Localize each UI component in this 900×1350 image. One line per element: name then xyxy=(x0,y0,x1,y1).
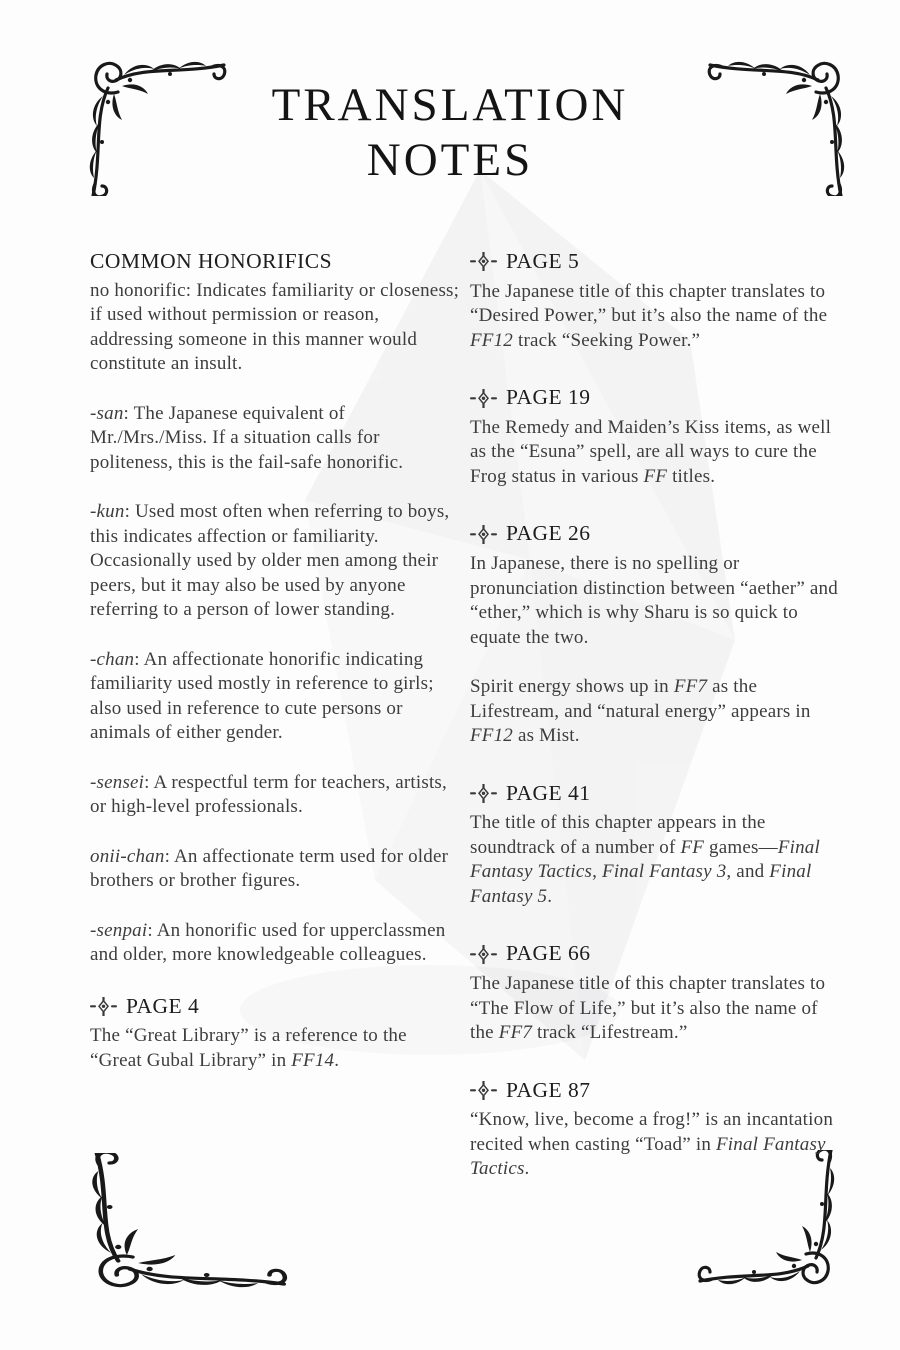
text-segment: FF14 xyxy=(291,1049,335,1071)
text-segment: Spirit energy shows up in xyxy=(470,676,674,698)
page-heading xyxy=(470,1077,842,1105)
text-segment: games— xyxy=(704,836,778,858)
text-segment: FF7 xyxy=(673,676,708,698)
text-segment: The “Great Library” is a reference to the “Great Gubal Library” in xyxy=(90,1025,407,1071)
page-note-section xyxy=(470,1077,842,1182)
paragraph xyxy=(470,416,842,490)
text-segment: Final Fantasy 5 xyxy=(470,861,812,907)
text-segment: “Know, live, become a frog!” is an incantation recited when casting “Toad” in xyxy=(470,1109,834,1155)
text-segment: -senpai xyxy=(90,919,148,941)
text-segment: track “Lifestream.” xyxy=(532,1022,688,1044)
text-segment: . xyxy=(524,1158,530,1180)
page-marker-icon xyxy=(470,945,497,964)
page-heading xyxy=(470,520,842,548)
page-marker-icon xyxy=(470,525,497,544)
text-segment: Final Fantasy Tactics xyxy=(470,836,820,883)
paragraph xyxy=(90,648,462,746)
page-heading xyxy=(470,780,842,808)
text-segment: : An affectionate honorific indicating familiarity used mostly in reference to girls; also used in reference to cute persons or animals of either gender. xyxy=(90,648,434,744)
paragraph xyxy=(470,972,842,1046)
paragraph xyxy=(90,845,462,894)
paragraph xyxy=(90,500,462,623)
page-heading-label: PAGE 66 xyxy=(506,941,591,966)
page-note-section xyxy=(470,248,842,353)
page-heading xyxy=(90,993,462,1021)
paragraph xyxy=(470,675,842,749)
text-segment: In Japanese, there is no spelling or pronunciation distinction between “aether” and “ether,” which is why Sharu is so quick to equate the two. xyxy=(470,553,838,648)
text-segment: FF xyxy=(643,465,668,487)
page-title-line1: TRANSLATION xyxy=(271,79,629,131)
page-heading xyxy=(470,248,842,276)
page-heading-label: PAGE 87 xyxy=(506,1077,591,1102)
text-segment: Final Fantasy 3 xyxy=(602,861,727,883)
paragraph xyxy=(470,552,842,650)
text-segment: FF12 xyxy=(470,725,514,747)
text-segment: FF12 xyxy=(470,329,514,351)
text-segment: -kun xyxy=(90,501,125,523)
paragraph xyxy=(90,402,462,476)
page-marker-icon xyxy=(470,389,497,408)
honorifics-heading: COMMON HONORIFICS xyxy=(90,249,333,273)
paragraph xyxy=(90,771,462,820)
page-note-section xyxy=(90,993,462,1074)
text-segment: : An affectionate term used for older brothers or brother figures. xyxy=(90,845,449,892)
text-segment: -sensei xyxy=(90,771,145,793)
page-note-section xyxy=(470,780,842,910)
text-segment: -san xyxy=(90,402,124,424)
text-segment: as Mist. xyxy=(513,725,580,747)
text-segment: onii-chan xyxy=(90,845,165,867)
page-marker-icon xyxy=(470,1081,497,1100)
paragraph xyxy=(90,279,462,377)
text-segment: no honorific: Indicates familiarity or closeness; if used without permission or reason, addressing someone in this manner would constitute an insult. xyxy=(90,279,460,375)
page-marker-icon xyxy=(90,997,117,1016)
page-heading-label: PAGE 4 xyxy=(126,993,200,1018)
text-segment: The Remedy and Maiden’s Kiss items, as well as the “Esuna” spell, are all ways to cure the Frog status in various xyxy=(470,416,832,487)
page-heading-label: PAGE 26 xyxy=(506,521,591,546)
page-heading-label: PAGE 5 xyxy=(506,249,580,273)
page-note-section xyxy=(470,520,842,748)
text-segment: track “Seeking Power.” xyxy=(513,329,701,351)
page-note-section xyxy=(470,384,842,489)
page-title xyxy=(0,78,900,188)
paragraph xyxy=(470,1108,842,1182)
text-segment: , xyxy=(592,861,603,883)
page-heading xyxy=(470,384,842,412)
page-title-line2: NOTES xyxy=(366,133,534,186)
text-segment: : An honorific used for upperclassmen and older, more knowledgeable colleagues. xyxy=(90,919,446,966)
right-column xyxy=(470,248,842,1213)
text-segment: , and xyxy=(726,861,770,883)
text-segment: titles. xyxy=(667,465,716,487)
text-segment: : A respectful term for teachers, artists, or high-level professionals. xyxy=(90,771,447,818)
page-heading-label: PAGE 19 xyxy=(506,385,591,410)
text-segment: . xyxy=(334,1049,340,1071)
text-segment: FF xyxy=(680,836,705,858)
page-note-section xyxy=(470,940,842,1045)
text-segment: : Used most often when referring to boys, this indicates affection or familiarity. Occasionally used by older men among their peers, but it may also be used by anyone referring to a person of lower standing. xyxy=(90,501,450,621)
page-marker-icon xyxy=(470,784,497,803)
text-segment: The Japanese title of this chapter translates to “The Flow of Life,” but it’s also the name of the xyxy=(470,973,826,1044)
paragraph xyxy=(90,1024,462,1073)
page-heading-label: PAGE 41 xyxy=(506,780,591,805)
text-segment: FF7 xyxy=(498,1022,533,1044)
corner-flourish-bottom-left xyxy=(84,1153,298,1293)
text-segment: : The Japanese equivalent of Mr./Mrs./Miss. If a situation calls for politeness, this is the fail-safe honorific. xyxy=(90,402,404,473)
text-segment: . xyxy=(547,885,553,907)
text-segment: as the Lifestream, and “natural energy” appears in xyxy=(470,676,811,722)
page-marker-icon xyxy=(470,252,497,271)
page-heading xyxy=(470,940,842,968)
text-segment: Final Fantasy Tactics xyxy=(470,1133,826,1180)
text-segment: The Japanese title of this chapter translates to “Desired Power,” but it’s also the name of the xyxy=(470,280,828,327)
paragraph xyxy=(470,811,842,909)
text-segment: The title of this chapter appears in the soundtrack of a number of xyxy=(470,812,766,858)
paragraph xyxy=(90,919,462,968)
paragraph xyxy=(470,280,842,354)
text-segment: -chan xyxy=(90,648,135,670)
left-column xyxy=(90,248,462,1104)
